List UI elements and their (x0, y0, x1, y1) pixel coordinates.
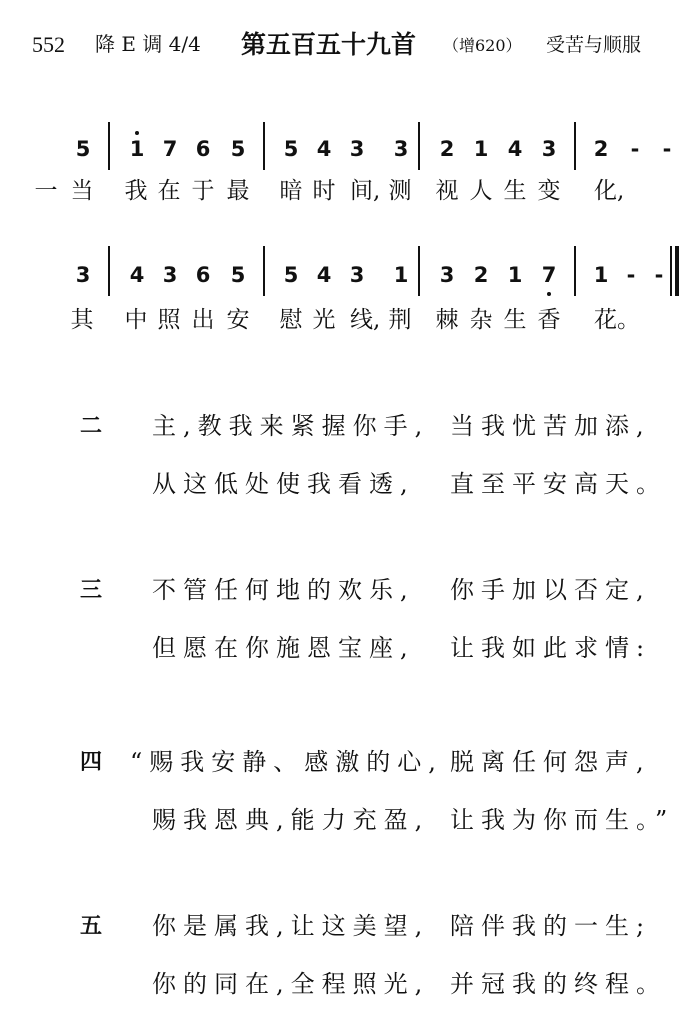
verse-line: 让我如此求情: (450, 634, 652, 662)
note: 3 (162, 263, 178, 287)
note: 2 (593, 137, 609, 161)
lyric: 在 (157, 178, 181, 204)
lyric: 线, (350, 307, 381, 333)
stanza-number: 三 (80, 578, 103, 603)
lyric: 最 (226, 178, 250, 204)
lyric: 照 (157, 307, 181, 333)
hymn-title: 第五百五十九首 (241, 30, 417, 59)
hymn-subtitle: （增620） (443, 36, 522, 55)
note: 4 (129, 263, 145, 287)
verse-line: 不管任何地的欢乐, (152, 576, 415, 604)
verse-line: 主,教我来紧握你手, (152, 412, 430, 440)
note: 1 (393, 263, 409, 287)
verse-line: 你的同在,全程照光, (152, 970, 430, 998)
lyric: 慰 (279, 307, 303, 333)
note: 3 (349, 137, 365, 161)
verse-line: 但愿在你施恩宝座, (152, 634, 415, 662)
lyric: 暗 (279, 178, 303, 204)
note: 1 (593, 263, 609, 287)
verse-line: 你是属我,让这美望, (152, 912, 430, 940)
lyric: 人 (469, 178, 493, 204)
note: - (654, 263, 664, 287)
key-signature: 降 E 调 4/4 (95, 32, 201, 56)
note: 3 (75, 263, 91, 287)
hymn-category: 受苦与顺服 (546, 34, 642, 56)
note: 2 (473, 263, 489, 287)
lyric: 中 (124, 307, 148, 333)
note: 5 (283, 137, 299, 161)
lyric: 时 (312, 178, 336, 204)
verse-line: 并冠我的终程。 (450, 970, 667, 998)
lyric: 生 (503, 178, 527, 204)
bar-line (574, 246, 576, 296)
bar-line (418, 246, 420, 296)
lyric: 化, (594, 178, 625, 204)
note: 4 (316, 137, 332, 161)
note: - (662, 137, 672, 161)
lyric: 杂 (469, 307, 493, 333)
bar-line (418, 122, 420, 170)
lyric: 我 (124, 178, 148, 204)
lyric: 测 (388, 178, 412, 204)
lyric: 出 (191, 307, 215, 333)
lyric: 一 (34, 178, 58, 204)
bar-line (108, 246, 110, 296)
note: 7 (541, 263, 557, 287)
note: 5 (75, 137, 91, 161)
verse-line: 从这低处使我看透, (152, 470, 415, 498)
verse-line: 让我为你而生。” (450, 806, 675, 834)
note: 1 (507, 263, 523, 287)
lyric: 变 (537, 178, 561, 204)
verse-line: 脱离任何怨声, (450, 748, 651, 776)
lyric: 于 (191, 178, 215, 204)
verse-line: 赐我恩典,能力充盈, (152, 806, 430, 834)
lyric: 视 (435, 178, 459, 204)
bar-line (263, 246, 265, 296)
lyric: 当 (70, 178, 94, 204)
lyric: 荆 (388, 307, 412, 333)
high-octave-dot (135, 131, 139, 135)
bar-line (263, 122, 265, 170)
note: 5 (230, 263, 246, 287)
note: 6 (195, 137, 211, 161)
note: 5 (283, 263, 299, 287)
lyric: 其 (70, 307, 94, 333)
stanza-number: 二 (80, 414, 103, 439)
verse-line: 当我忧苦加添, (450, 412, 651, 440)
note: 1 (129, 137, 145, 161)
note: 3 (541, 137, 557, 161)
low-octave-dot (547, 292, 551, 296)
verse-line: 陪伴我的一生; (450, 912, 652, 940)
note: 3 (349, 263, 365, 287)
note: 2 (439, 137, 455, 161)
bar-line (574, 122, 576, 170)
note: 6 (195, 263, 211, 287)
bar-line (108, 122, 110, 170)
note: 7 (162, 137, 178, 161)
verse-line: 你手加以否定, (450, 576, 651, 604)
lyric: 生 (503, 307, 527, 333)
lyric: 安 (226, 307, 250, 333)
note: 4 (507, 137, 523, 161)
hymn-number: 552 (32, 32, 65, 57)
note: 3 (393, 137, 409, 161)
note: 1 (473, 137, 489, 161)
lyric: 花。 (594, 307, 640, 333)
note: - (626, 263, 636, 287)
note: 5 (230, 137, 246, 161)
stanza-number: 五 (80, 914, 103, 939)
note: - (630, 137, 640, 161)
note: 4 (316, 263, 332, 287)
verse-line: “赐我安静、感激的心, (130, 748, 443, 776)
lyric: 间, (350, 178, 381, 204)
lyric: 光 (312, 307, 336, 333)
stanza-number: 四 (80, 750, 103, 775)
verse-line: 直至平安高天。 (450, 470, 667, 498)
final-bar-thin (670, 246, 672, 296)
lyric: 香 (537, 307, 561, 333)
lyric: 棘 (435, 307, 459, 333)
note: 3 (439, 263, 455, 287)
final-bar-thick (675, 246, 679, 296)
